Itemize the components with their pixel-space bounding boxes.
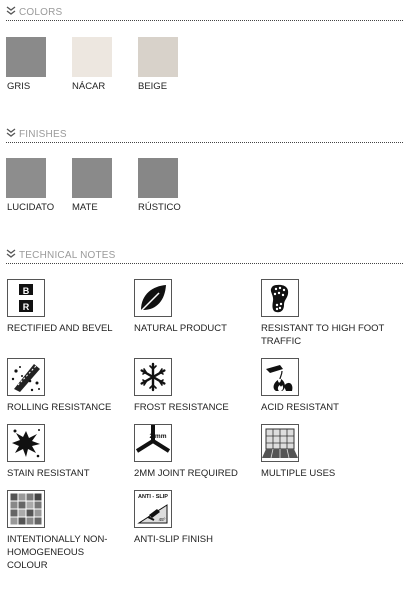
tech-label-multiple-uses: MULTIPLE USES — [261, 468, 336, 479]
tech-label-anti-slip: ANTI-SLIP FINISH — [134, 534, 214, 545]
finishes-section-header — [6, 128, 403, 143]
rolling-icon — [7, 358, 45, 396]
color-label-nacar: NÁCAR — [72, 81, 106, 92]
finish-swatch-rustico[interactable] — [138, 158, 178, 198]
finish-label-lucidato: LUCIDATO — [7, 202, 55, 213]
finish-label-rustico: RÚSTICO — [138, 202, 181, 213]
rectified-bevel-icon — [7, 279, 45, 317]
mosaic-icon — [7, 490, 45, 528]
tech-label-frost: FROST RESISTANCE — [134, 402, 229, 413]
color-swatch-gris[interactable] — [6, 37, 46, 77]
snowflake-icon — [134, 358, 172, 396]
acid-icon — [261, 358, 299, 396]
tech-label-rolling: ROLLING RESISTANCE — [7, 402, 112, 413]
double-chevron-down-icon — [6, 249, 16, 259]
joint-icon-text: 2 mm — [149, 433, 167, 440]
color-swatch-beige[interactable] — [138, 37, 178, 77]
finish-swatch-mate[interactable] — [72, 158, 112, 198]
leaf-icon — [134, 279, 172, 317]
tech-label-acid: ACID RESISTANT — [261, 402, 339, 413]
color-label-beige: BEIGE — [138, 81, 168, 92]
color-label-gris: GRIS — [7, 81, 31, 92]
footprint-icon — [261, 279, 299, 317]
colors-section-header — [6, 6, 403, 21]
colors-header-label: COLORS — [19, 7, 63, 18]
finish-label-mate: MATE — [72, 202, 98, 213]
multiple-uses-icon — [261, 424, 299, 462]
technical-notes-header-label: TECHNICAL NOTES — [19, 250, 116, 261]
double-chevron-down-icon — [6, 6, 16, 16]
tech-label-natural: NATURAL PRODUCT — [134, 323, 227, 334]
tech-label-mosaic: INTENTIONALLY NON-HOMOGENEOUS COLOUR — [7, 534, 108, 571]
anti-slip-icon — [134, 490, 172, 528]
anti-slip-icon-text: ANTI - SLIP — [138, 494, 168, 500]
finish-swatch-lucidato[interactable] — [6, 158, 46, 198]
color-swatch-nacar[interactable] — [72, 37, 112, 77]
rectified-icon-top-letter: B — [22, 286, 30, 296]
tech-label-rectified: RECTIFIED AND BEVEL — [7, 323, 113, 334]
tech-label-joint: 2MM JOINT REQUIRED — [134, 468, 238, 479]
rectified-icon-bottom-letter: R — [22, 302, 30, 312]
double-chevron-down-icon — [6, 128, 16, 138]
joint-icon — [134, 424, 172, 462]
tech-label-foot-traffic: RESISTANT TO HIGH FOOT TRAFFIC — [261, 323, 385, 347]
tech-label-stain: STAIN RESISTANT — [7, 468, 90, 479]
anti-slip-angle-text: 45º — [158, 517, 166, 522]
stain-icon — [7, 424, 45, 462]
finishes-header-label: FINISHES — [19, 129, 67, 140]
technical-notes-section-header — [6, 249, 403, 264]
